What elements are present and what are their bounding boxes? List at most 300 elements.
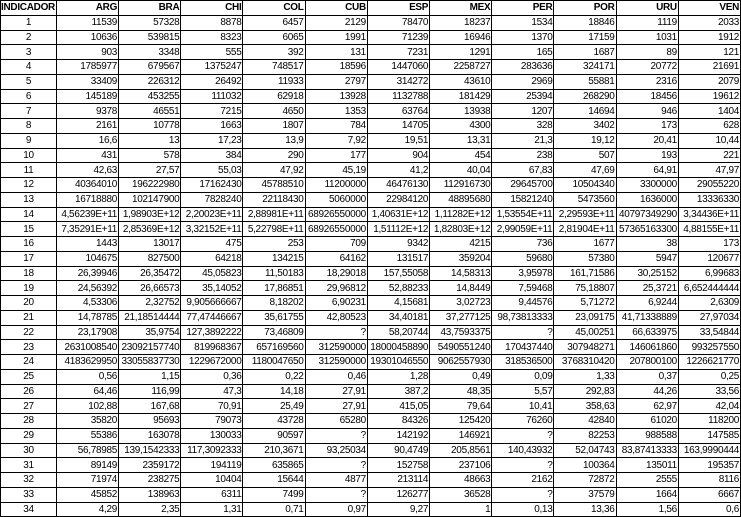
cell-mex[interactable]: 237106	[430, 458, 492, 473]
cell-chi[interactable]: 9,905666667	[181, 296, 243, 311]
cell-esp[interactable]: 7231	[367, 45, 429, 60]
cell-chi[interactable]: 7215	[181, 104, 243, 119]
cell-por[interactable]: 100364	[554, 458, 616, 473]
cell-esp[interactable]: 63764	[367, 104, 429, 119]
cell-mex[interactable]: 112916730	[430, 178, 492, 193]
indicator-number[interactable]: 5	[1, 74, 57, 89]
cell-col[interactable]: 35,61755	[243, 310, 305, 325]
cell-ven[interactable]: 3,34436E+11	[678, 207, 740, 222]
cell-chi[interactable]: 194119	[181, 458, 243, 473]
cell-chi[interactable]: 6311	[181, 487, 243, 502]
cell-ven[interactable]: 2079	[678, 74, 740, 89]
cell-ven[interactable]: 118200	[678, 414, 740, 429]
cell-arg[interactable]: 40364010	[56, 178, 118, 193]
cell-col[interactable]: 748517	[243, 60, 305, 75]
indicator-number[interactable]: 32	[1, 473, 57, 488]
indicator-number[interactable]: 10	[1, 148, 57, 163]
cell-cub[interactable]: 1353	[305, 104, 367, 119]
cell-ven[interactable]: 33,54844	[678, 325, 740, 340]
cell-por[interactable]: 23,09175	[554, 310, 616, 325]
cell-bra[interactable]: 57328	[119, 15, 181, 30]
cell-por[interactable]: 17159	[554, 30, 616, 45]
cell-mex[interactable]: 37,277125	[430, 310, 492, 325]
cell-arg[interactable]: 45852	[56, 487, 118, 502]
indicator-number[interactable]: 16	[1, 237, 57, 252]
cell-uru[interactable]: 207800100	[616, 355, 678, 370]
cell-mex[interactable]: 48895680	[430, 192, 492, 207]
cell-por[interactable]: 1677	[554, 237, 616, 252]
cell-mex[interactable]: 48663	[430, 473, 492, 488]
indicator-number[interactable]: 19	[1, 281, 57, 296]
cell-uru[interactable]: 135011	[616, 458, 678, 473]
cell-per[interactable]: 1370	[492, 30, 554, 45]
cell-per[interactable]: 1207	[492, 104, 554, 119]
cell-col[interactable]: 6457	[243, 15, 305, 30]
cell-ven[interactable]: 6667	[678, 487, 740, 502]
cell-cub[interactable]: 68926550000	[305, 207, 367, 222]
cell-esp[interactable]: 41,2	[367, 163, 429, 178]
cell-ven[interactable]: 13336330	[678, 192, 740, 207]
cell-arg[interactable]: 145189	[56, 89, 118, 104]
cell-mex[interactable]: 14,58313	[430, 266, 492, 281]
cell-per[interactable]: ?	[492, 458, 554, 473]
cell-esp[interactable]: 1,51112E+12	[367, 222, 429, 237]
cell-esp[interactable]: 1447060	[367, 60, 429, 75]
cell-bra[interactable]: 27,57	[119, 163, 181, 178]
cell-chi[interactable]: 555	[181, 45, 243, 60]
cell-ven[interactable]: 195357	[678, 458, 740, 473]
cell-bra[interactable]: 46551	[119, 104, 181, 119]
cell-chi[interactable]: 35,14052	[181, 281, 243, 296]
cell-cub[interactable]: ?	[305, 325, 367, 340]
cell-chi[interactable]: 17162430	[181, 178, 243, 193]
cell-cub[interactable]: 18596	[305, 60, 367, 75]
cell-por[interactable]: 5,71272	[554, 296, 616, 311]
cell-per[interactable]: 5,57	[492, 384, 554, 399]
cell-uru[interactable]: 2316	[616, 74, 678, 89]
cell-arg[interactable]: 4183629950	[56, 355, 118, 370]
cell-bra[interactable]: 539815	[119, 30, 181, 45]
cell-arg[interactable]: 4,29	[56, 502, 118, 517]
indicator-number[interactable]: 22	[1, 325, 57, 340]
cell-uru[interactable]: 57365163300	[616, 222, 678, 237]
cell-chi[interactable]: 0,36	[181, 369, 243, 384]
cell-por[interactable]: 5473560	[554, 192, 616, 207]
cell-cub[interactable]: 1991	[305, 30, 367, 45]
cell-col[interactable]: 90597	[243, 428, 305, 443]
cell-ven[interactable]: 2,6309	[678, 296, 740, 311]
cell-ven[interactable]: 47,97	[678, 163, 740, 178]
cell-chi[interactable]: 111032	[181, 89, 243, 104]
cell-ven[interactable]: 19612	[678, 89, 740, 104]
cell-mex[interactable]: 9062557930	[430, 355, 492, 370]
cell-por[interactable]: 55881	[554, 74, 616, 89]
cell-uru[interactable]: 946	[616, 104, 678, 119]
cell-bra[interactable]: 33055837730	[119, 355, 181, 370]
cell-ven[interactable]: 163,9990444	[678, 443, 740, 458]
cell-ven[interactable]: 4,88155E+11	[678, 222, 740, 237]
cell-uru[interactable]: 89	[616, 45, 678, 60]
indicator-number[interactable]: 6	[1, 89, 57, 104]
cell-ven[interactable]: 10,44	[678, 133, 740, 148]
cell-ven[interactable]: 0,25	[678, 369, 740, 384]
indicator-number[interactable]: 29	[1, 428, 57, 443]
cell-col[interactable]: 6065	[243, 30, 305, 45]
cell-col[interactable]: 635865	[243, 458, 305, 473]
indicator-number[interactable]: 12	[1, 178, 57, 193]
cell-ven[interactable]: 27,97034	[678, 310, 740, 325]
column-header-esp[interactable]: ESP	[367, 1, 429, 16]
cell-chi[interactable]: 47,3	[181, 384, 243, 399]
cell-mex[interactable]: 79,64	[430, 399, 492, 414]
cell-ven[interactable]: 121	[678, 45, 740, 60]
cell-esp[interactable]: 131517	[367, 251, 429, 266]
cell-cub[interactable]: 0,46	[305, 369, 367, 384]
cell-arg[interactable]: 89149	[56, 458, 118, 473]
cell-cub[interactable]: 2797	[305, 74, 367, 89]
cell-per[interactable]: 0,09	[492, 369, 554, 384]
cell-per[interactable]: 67,83	[492, 163, 554, 178]
cell-mex[interactable]: 40,04	[430, 163, 492, 178]
cell-ven[interactable]: 1226621770	[678, 355, 740, 370]
cell-arg[interactable]: 102,88	[56, 399, 118, 414]
cell-mex[interactable]: 4300	[430, 119, 492, 134]
cell-bra[interactable]: 2,85369E+12	[119, 222, 181, 237]
indicator-number[interactable]: 1	[1, 15, 57, 30]
column-header-ven[interactable]: VEN	[678, 1, 740, 16]
indicator-number[interactable]: 21	[1, 310, 57, 325]
cell-bra[interactable]: 3348	[119, 45, 181, 60]
cell-mex[interactable]: 5490551240	[430, 340, 492, 355]
cell-chi[interactable]: 117,3092333	[181, 443, 243, 458]
cell-per[interactable]: 21,3	[492, 133, 554, 148]
cell-por[interactable]: 358,63	[554, 399, 616, 414]
cell-mex[interactable]: 1,11282E+12	[430, 207, 492, 222]
cell-chi[interactable]: 3,32152E+11	[181, 222, 243, 237]
cell-bra[interactable]: 23092157740	[119, 340, 181, 355]
cell-bra[interactable]: 453255	[119, 89, 181, 104]
cell-por[interactable]: 37579	[554, 487, 616, 502]
cell-cub[interactable]: ?	[305, 428, 367, 443]
cell-por[interactable]: 45,00251	[554, 325, 616, 340]
cell-per[interactable]: 170437440	[492, 340, 554, 355]
cell-chi[interactable]: 8878	[181, 15, 243, 30]
indicator-number[interactable]: 8	[1, 119, 57, 134]
cell-bra[interactable]: 1,15	[119, 369, 181, 384]
cell-per[interactable]: 2162	[492, 473, 554, 488]
cell-por[interactable]: 52,04743	[554, 443, 616, 458]
cell-uru[interactable]: 5947	[616, 251, 678, 266]
cell-arg[interactable]: 10636	[56, 30, 118, 45]
cell-chi[interactable]: 45,05823	[181, 266, 243, 281]
cell-mex[interactable]: 13,31	[430, 133, 492, 148]
cell-col[interactable]: 73,46809	[243, 325, 305, 340]
cell-col[interactable]: 4650	[243, 104, 305, 119]
indicator-number[interactable]: 18	[1, 266, 57, 281]
cell-esp[interactable]: 157,55058	[367, 266, 429, 281]
cell-por[interactable]: 324171	[554, 60, 616, 75]
cell-arg[interactable]: 1785977	[56, 60, 118, 75]
indicator-number[interactable]: 28	[1, 414, 57, 429]
cell-per[interactable]: 29645700	[492, 178, 554, 193]
cell-uru[interactable]: 30,25152	[616, 266, 678, 281]
cell-per[interactable]: 165	[492, 45, 554, 60]
cell-per[interactable]: 59680	[492, 251, 554, 266]
cell-mex[interactable]: 16946	[430, 30, 492, 45]
cell-arg[interactable]: 23,17908	[56, 325, 118, 340]
cell-per[interactable]: 25394	[492, 89, 554, 104]
cell-bra[interactable]: 2,32752	[119, 296, 181, 311]
cell-uru[interactable]: 193	[616, 148, 678, 163]
cell-por[interactable]: 13,36	[554, 502, 616, 517]
cell-bra[interactable]: 238275	[119, 473, 181, 488]
cell-uru[interactable]: 0,37	[616, 369, 678, 384]
cell-esp[interactable]: 14705	[367, 119, 429, 134]
cell-arg[interactable]: 431	[56, 148, 118, 163]
indicator-number[interactable]: 13	[1, 192, 57, 207]
cell-arg[interactable]: 16718880	[56, 192, 118, 207]
cell-cub[interactable]: 131	[305, 45, 367, 60]
cell-esp[interactable]: 22984120	[367, 192, 429, 207]
cell-per[interactable]: 10,41	[492, 399, 554, 414]
cell-arg[interactable]: 64,46	[56, 384, 118, 399]
column-header-mex[interactable]: MEX	[430, 1, 492, 16]
cell-esp[interactable]: 58,20744	[367, 325, 429, 340]
cell-esp[interactable]: 4,15681	[367, 296, 429, 311]
column-header-col[interactable]: COL	[243, 1, 305, 16]
column-header-uru[interactable]: URU	[616, 1, 678, 16]
column-header-arg[interactable]: ARG	[56, 1, 118, 16]
cell-por[interactable]: 3402	[554, 119, 616, 134]
cell-por[interactable]: 307948271	[554, 340, 616, 355]
cell-per[interactable]: 0,13	[492, 502, 554, 517]
cell-uru[interactable]: 1636000	[616, 192, 678, 207]
cell-col[interactable]: 25,49	[243, 399, 305, 414]
cell-col[interactable]: 17,86851	[243, 281, 305, 296]
cell-esp[interactable]: 84326	[367, 414, 429, 429]
cell-mex[interactable]: 205,8561	[430, 443, 492, 458]
cell-cub[interactable]: 6,90231	[305, 296, 367, 311]
cell-col[interactable]: 392	[243, 45, 305, 60]
indicator-number[interactable]: 34	[1, 502, 57, 517]
cell-bra[interactable]: 679567	[119, 60, 181, 75]
cell-arg[interactable]: 104675	[56, 251, 118, 266]
cell-arg[interactable]: 14,78785	[56, 310, 118, 325]
cell-por[interactable]: 18846	[554, 15, 616, 30]
cell-col[interactable]: 8,18202	[243, 296, 305, 311]
cell-col[interactable]: 2,88981E+11	[243, 207, 305, 222]
cell-ven[interactable]: 0,6	[678, 502, 740, 517]
cell-ven[interactable]: 33,56	[678, 384, 740, 399]
cell-esp[interactable]: 1132788	[367, 89, 429, 104]
cell-mex[interactable]: 181429	[430, 89, 492, 104]
cell-cub[interactable]: 7,92	[305, 133, 367, 148]
cell-chi[interactable]: 1229672000	[181, 355, 243, 370]
column-header-cub[interactable]: CUB	[305, 1, 367, 16]
cell-esp[interactable]: 1,28	[367, 369, 429, 384]
cell-por[interactable]: 292,83	[554, 384, 616, 399]
cell-ven[interactable]: 1912	[678, 30, 740, 45]
cell-cub[interactable]: 312590000	[305, 355, 367, 370]
cell-per[interactable]: 238	[492, 148, 554, 163]
cell-bra[interactable]: 138963	[119, 487, 181, 502]
cell-per[interactable]: ?	[492, 428, 554, 443]
column-header-por[interactable]: POR	[554, 1, 616, 16]
cell-por[interactable]: 3768310420	[554, 355, 616, 370]
cell-ven[interactable]: 628	[678, 119, 740, 134]
cell-esp[interactable]: 34,40181	[367, 310, 429, 325]
cell-arg[interactable]: 55386	[56, 428, 118, 443]
cell-uru[interactable]: 18456	[616, 89, 678, 104]
cell-arg[interactable]: 903	[56, 45, 118, 60]
cell-chi[interactable]: 1,31	[181, 502, 243, 517]
cell-mex[interactable]: 1	[430, 502, 492, 517]
indicator-number[interactable]: 24	[1, 355, 57, 370]
cell-per[interactable]: 1534	[492, 15, 554, 30]
cell-bra[interactable]: 13017	[119, 237, 181, 252]
cell-bra[interactable]: 26,66573	[119, 281, 181, 296]
cell-ven[interactable]: 221	[678, 148, 740, 163]
cell-por[interactable]: 161,71586	[554, 266, 616, 281]
cell-bra[interactable]: 1,98903E+12	[119, 207, 181, 222]
cell-mex[interactable]: 2258727	[430, 60, 492, 75]
cell-por[interactable]: 72872	[554, 473, 616, 488]
cell-col[interactable]: 1807	[243, 119, 305, 134]
indicator-number[interactable]: 30	[1, 443, 57, 458]
cell-col[interactable]: 1180047650	[243, 355, 305, 370]
indicator-number[interactable]: 9	[1, 133, 57, 148]
cell-esp[interactable]: 904	[367, 148, 429, 163]
cell-chi[interactable]: 26492	[181, 74, 243, 89]
cell-bra[interactable]: 10778	[119, 119, 181, 134]
cell-arg[interactable]: 4,56239E+11	[56, 207, 118, 222]
cell-per[interactable]: 9,44576	[492, 296, 554, 311]
cell-uru[interactable]: 988588	[616, 428, 678, 443]
cell-arg[interactable]: 4,53306	[56, 296, 118, 311]
indicator-number[interactable]: 15	[1, 222, 57, 237]
cell-cub[interactable]: 68926550000	[305, 222, 367, 237]
cell-arg[interactable]: 2631008540	[56, 340, 118, 355]
cell-uru[interactable]: 2555	[616, 473, 678, 488]
cell-cub[interactable]: 5060000	[305, 192, 367, 207]
cell-cub[interactable]: 64162	[305, 251, 367, 266]
cell-cub[interactable]: 13928	[305, 89, 367, 104]
cell-col[interactable]: 62918	[243, 89, 305, 104]
indicator-number[interactable]: 17	[1, 251, 57, 266]
cell-chi[interactable]: 1663	[181, 119, 243, 134]
cell-esp[interactable]: 142192	[367, 428, 429, 443]
cell-uru[interactable]: 1031	[616, 30, 678, 45]
cell-arg[interactable]: 7,35291E+11	[56, 222, 118, 237]
cell-per[interactable]: 1,53554E+11	[492, 207, 554, 222]
cell-mex[interactable]: 0,49	[430, 369, 492, 384]
cell-uru[interactable]: 83,87413333	[616, 443, 678, 458]
cell-chi[interactable]: 1375247	[181, 60, 243, 75]
cell-por[interactable]: 14694	[554, 104, 616, 119]
cell-por[interactable]: 57380	[554, 251, 616, 266]
cell-esp[interactable]: 71239	[367, 30, 429, 45]
indicator-number[interactable]: 11	[1, 163, 57, 178]
cell-arg[interactable]: 1443	[56, 237, 118, 252]
cell-chi[interactable]: 55,03	[181, 163, 243, 178]
cell-mex[interactable]: 454	[430, 148, 492, 163]
cell-col[interactable]: 134215	[243, 251, 305, 266]
cell-chi[interactable]: 384	[181, 148, 243, 163]
cell-esp[interactable]: 90,4749	[367, 443, 429, 458]
cell-per[interactable]: ?	[492, 487, 554, 502]
cell-bra[interactable]: 578	[119, 148, 181, 163]
cell-mex[interactable]: 36528	[430, 487, 492, 502]
cell-col[interactable]: 0,71	[243, 502, 305, 517]
cell-uru[interactable]: 64,91	[616, 163, 678, 178]
cell-por[interactable]: 47,69	[554, 163, 616, 178]
cell-ven[interactable]: 8116	[678, 473, 740, 488]
cell-per[interactable]: 283636	[492, 60, 554, 75]
cell-bra[interactable]: 13	[119, 133, 181, 148]
cell-chi[interactable]: 2,20023E+11	[181, 207, 243, 222]
cell-chi[interactable]: 77,47446667	[181, 310, 243, 325]
cell-cub[interactable]: 784	[305, 119, 367, 134]
cell-bra[interactable]: 167,68	[119, 399, 181, 414]
cell-bra[interactable]: 116,99	[119, 384, 181, 399]
cell-bra[interactable]: 21,18514444	[119, 310, 181, 325]
cell-ven[interactable]: 2033	[678, 15, 740, 30]
column-header-bra[interactable]: BRA	[119, 1, 181, 16]
cell-esp[interactable]: 126277	[367, 487, 429, 502]
indicator-number[interactable]: 3	[1, 45, 57, 60]
cell-esp[interactable]: 19301046550	[367, 355, 429, 370]
cell-mex[interactable]: 1291	[430, 45, 492, 60]
cell-por[interactable]: 507	[554, 148, 616, 163]
cell-esp[interactable]: 152758	[367, 458, 429, 473]
cell-cub[interactable]: 11200000	[305, 178, 367, 193]
cell-per[interactable]: ?	[492, 325, 554, 340]
cell-col[interactable]: 43728	[243, 414, 305, 429]
cell-col[interactable]: 14,18	[243, 384, 305, 399]
cell-uru[interactable]: 62,97	[616, 399, 678, 414]
indicator-number[interactable]: 27	[1, 399, 57, 414]
cell-mex[interactable]: 43,7593375	[430, 325, 492, 340]
cell-arg[interactable]: 24,56392	[56, 281, 118, 296]
cell-bra[interactable]: 35,9754	[119, 325, 181, 340]
cell-uru[interactable]: 20,41	[616, 133, 678, 148]
cell-mex[interactable]: 125420	[430, 414, 492, 429]
indicator-number[interactable]: 33	[1, 487, 57, 502]
cell-chi[interactable]: 79073	[181, 414, 243, 429]
cell-mex[interactable]: 146921	[430, 428, 492, 443]
cell-cub[interactable]: 2129	[305, 15, 367, 30]
cell-uru[interactable]: 40797349290	[616, 207, 678, 222]
cell-uru[interactable]: 1119	[616, 15, 678, 30]
cell-esp[interactable]: 387,2	[367, 384, 429, 399]
cell-chi[interactable]: 70,91	[181, 399, 243, 414]
cell-por[interactable]: 10504340	[554, 178, 616, 193]
cell-per[interactable]: 7,59468	[492, 281, 554, 296]
cell-ven[interactable]: 42,04	[678, 399, 740, 414]
cell-bra[interactable]: 102147900	[119, 192, 181, 207]
indicator-number[interactable]: 4	[1, 60, 57, 75]
cell-uru[interactable]: 1,56	[616, 502, 678, 517]
cell-cub[interactable]: ?	[305, 458, 367, 473]
column-header-chi[interactable]: CHI	[181, 1, 243, 16]
cell-esp[interactable]: 415,05	[367, 399, 429, 414]
cell-uru[interactable]: 3300000	[616, 178, 678, 193]
cell-arg[interactable]: 2161	[56, 119, 118, 134]
cell-ven[interactable]: 993257550	[678, 340, 740, 355]
cell-mex[interactable]: 43610	[430, 74, 492, 89]
cell-por[interactable]: 42840	[554, 414, 616, 429]
cell-chi[interactable]: 7828240	[181, 192, 243, 207]
